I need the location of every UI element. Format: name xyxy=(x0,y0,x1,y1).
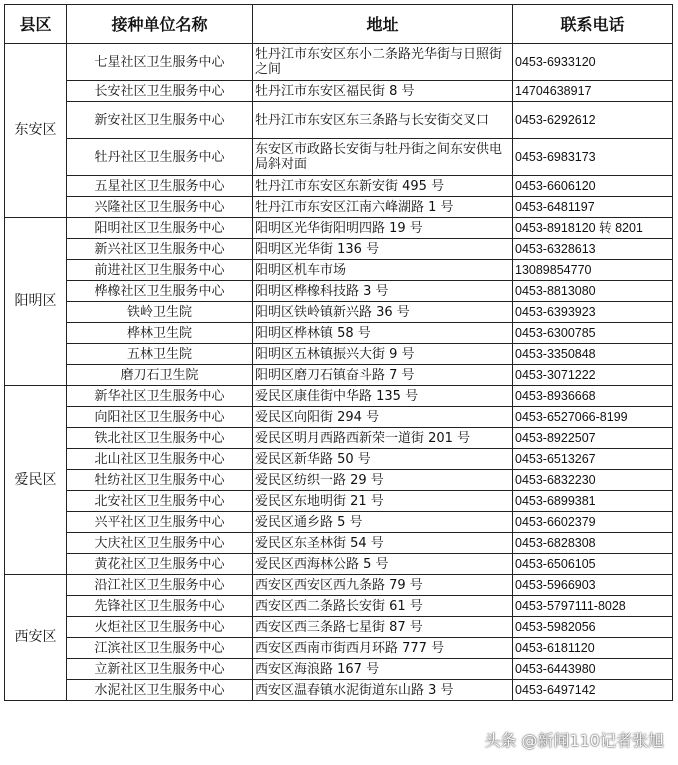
site-name-cell: 长安社区卫生服务中心 xyxy=(67,81,253,102)
address-cell: 牡丹江市东安区江南六峰湖路 1 号 xyxy=(253,197,513,218)
table-row xyxy=(5,239,673,260)
table-row xyxy=(5,139,673,176)
header-site-name: 接种单位名称 xyxy=(67,5,253,44)
table-row xyxy=(5,449,673,470)
header-district: 县区 xyxy=(5,5,67,44)
site-name-cell: 桦橡社区卫生服务中心 xyxy=(67,281,253,302)
site-name-cell: 新兴社区卫生服务中心 xyxy=(67,239,253,260)
site-name-cell: 江滨社区卫生服务中心 xyxy=(67,638,253,659)
phone-cell: 0453-6328613 xyxy=(513,239,673,260)
phone-cell: 0453-8813080 xyxy=(513,281,673,302)
address-cell: 西安区温春镇水泥街道东山路 3 号 xyxy=(253,680,513,701)
site-name-cell: 前进社区卫生服务中心 xyxy=(67,260,253,281)
table-row xyxy=(5,365,673,386)
site-name-cell: 五星社区卫生服务中心 xyxy=(67,176,253,197)
phone-cell: 0453-6292612 xyxy=(513,102,673,139)
table-row xyxy=(5,197,673,218)
site-name-cell: 北山社区卫生服务中心 xyxy=(67,449,253,470)
site-name-cell: 兴平社区卫生服务中心 xyxy=(67,512,253,533)
site-name-cell: 铁北社区卫生服务中心 xyxy=(67,428,253,449)
watermark-text: 头条 @新闻110记者张旭 xyxy=(484,731,664,750)
table-row xyxy=(5,554,673,575)
address-cell: 阳明区五林镇振兴大街 9 号 xyxy=(253,344,513,365)
site-name-cell: 立新社区卫生服务中心 xyxy=(67,659,253,680)
site-name-cell: 新华社区卫生服务中心 xyxy=(67,386,253,407)
table-row xyxy=(5,575,673,596)
address-cell: 牡丹江市东安区东三条路与长安街交叉口 xyxy=(253,102,513,139)
phone-cell: 13089854770 xyxy=(513,260,673,281)
district-cell: 阳明区 xyxy=(5,218,67,386)
phone-cell: 0453-8936668 xyxy=(513,386,673,407)
table-row xyxy=(5,491,673,512)
table-row xyxy=(5,302,673,323)
site-name-cell: 牡丹社区卫生服务中心 xyxy=(67,139,253,176)
table-row xyxy=(5,659,673,680)
phone-cell: 0453-6481197 xyxy=(513,197,673,218)
address-cell: 西安区西二条路长安街 61 号 xyxy=(253,596,513,617)
table-row xyxy=(5,102,673,139)
address-cell: 阳明区桦橡科技路 3 号 xyxy=(253,281,513,302)
table-row xyxy=(5,281,673,302)
address-cell: 阳明区机车市场 xyxy=(253,260,513,281)
phone-cell: 14704638917 xyxy=(513,81,673,102)
phone-cell: 0453-6300785 xyxy=(513,323,673,344)
phone-cell: 0453-6513267 xyxy=(513,449,673,470)
site-name-cell: 阳明社区卫生服务中心 xyxy=(67,218,253,239)
district-cell: 爱民区 xyxy=(5,386,67,575)
table-row xyxy=(5,323,673,344)
address-cell: 爱民区明月西路西新荣一道街 201 号 xyxy=(253,428,513,449)
phone-cell: 0453-6983173 xyxy=(513,139,673,176)
site-name-cell: 七星社区卫生服务中心 xyxy=(67,44,253,81)
phone-cell: 0453-6933120 xyxy=(513,44,673,81)
address-cell: 阳明区桦林镇 58 号 xyxy=(253,323,513,344)
address-cell: 爱民区向阳街 294 号 xyxy=(253,407,513,428)
phone-cell: 0453-5982056 xyxy=(513,617,673,638)
site-name-cell: 铁岭卫生院 xyxy=(67,302,253,323)
site-name-cell: 大庆社区卫生服务中心 xyxy=(67,533,253,554)
phone-cell: 0453-5966903 xyxy=(513,575,673,596)
address-cell: 西安区西南市街西月环路 777 号 xyxy=(253,638,513,659)
table-row xyxy=(5,44,673,81)
table-row xyxy=(5,260,673,281)
table-row xyxy=(5,470,673,491)
address-cell: 爱民区通乡路 5 号 xyxy=(253,512,513,533)
phone-cell: 0453-6497142 xyxy=(513,680,673,701)
address-cell: 爱民区康佳街中华路 135 号 xyxy=(253,386,513,407)
table-row xyxy=(5,176,673,197)
site-name-cell: 黄花社区卫生服务中心 xyxy=(67,554,253,575)
table-row xyxy=(5,386,673,407)
table-row xyxy=(5,533,673,554)
phone-cell: 0453-6181120 xyxy=(513,638,673,659)
table-row xyxy=(5,344,673,365)
table-row xyxy=(5,638,673,659)
site-name-cell: 向阳社区卫生服务中心 xyxy=(67,407,253,428)
vaccination-sites-table xyxy=(4,4,673,701)
site-name-cell: 新安社区卫生服务中心 xyxy=(67,102,253,139)
phone-cell: 0453-6393923 xyxy=(513,302,673,323)
address-cell: 西安区海浪路 167 号 xyxy=(253,659,513,680)
address-cell: 阳明区磨刀石镇奋斗路 7 号 xyxy=(253,365,513,386)
address-cell: 牡丹江市东安区东小二条路光华街与日照街之间 xyxy=(253,44,513,81)
district-cell: 东安区 xyxy=(5,44,67,218)
address-cell: 阳明区铁岭镇新兴路 36 号 xyxy=(253,302,513,323)
phone-cell: 0453-6606120 xyxy=(513,176,673,197)
phone-cell: 0453-5797111-8028 xyxy=(513,596,673,617)
site-name-cell: 兴隆社区卫生服务中心 xyxy=(67,197,253,218)
address-cell: 牡丹江市东安区福民街 8 号 xyxy=(253,81,513,102)
header-phone: 联系电话 xyxy=(513,5,673,44)
address-cell: 牡丹江市东安区东新安街 495 号 xyxy=(253,176,513,197)
site-name-cell: 北安社区卫生服务中心 xyxy=(67,491,253,512)
table-row xyxy=(5,617,673,638)
phone-cell: 0453-6602379 xyxy=(513,512,673,533)
site-name-cell: 火炬社区卫生服务中心 xyxy=(67,617,253,638)
table-row xyxy=(5,596,673,617)
address-cell: 东安区市政路长安街与牡丹街之间东安供电局斜对面 xyxy=(253,139,513,176)
phone-cell: 0453-3350848 xyxy=(513,344,673,365)
phone-cell: 0453-8922507 xyxy=(513,428,673,449)
phone-cell: 0453-6443980 xyxy=(513,659,673,680)
site-name-cell: 桦林卫生院 xyxy=(67,323,253,344)
address-cell: 爱民区东圣林街 54 号 xyxy=(253,533,513,554)
site-name-cell: 沿江社区卫生服务中心 xyxy=(67,575,253,596)
phone-cell: 0453-6527066-8199 xyxy=(513,407,673,428)
address-cell: 爱民区东地明街 21 号 xyxy=(253,491,513,512)
address-cell: 爱民区西海林公路 5 号 xyxy=(253,554,513,575)
site-name-cell: 五林卫生院 xyxy=(67,344,253,365)
table-row xyxy=(5,512,673,533)
table-row xyxy=(5,428,673,449)
table-row xyxy=(5,407,673,428)
address-cell: 爱民区纺织一路 29 号 xyxy=(253,470,513,491)
site-name-cell: 先锋社区卫生服务中心 xyxy=(67,596,253,617)
table-row xyxy=(5,81,673,102)
table-row xyxy=(5,680,673,701)
header-address: 地址 xyxy=(253,5,513,44)
site-name-cell: 磨刀石卫生院 xyxy=(67,365,253,386)
address-cell: 阳明区光华街阳明四路 19 号 xyxy=(253,218,513,239)
address-cell: 西安区西安区西九条路 79 号 xyxy=(253,575,513,596)
phone-cell: 0453-8918120 转 8201 xyxy=(513,218,673,239)
address-cell: 阳明区光华街 136 号 xyxy=(253,239,513,260)
site-name-cell: 牡纺社区卫生服务中心 xyxy=(67,470,253,491)
phone-cell: 0453-6506105 xyxy=(513,554,673,575)
phone-cell: 0453-6899381 xyxy=(513,491,673,512)
phone-cell: 0453-6828308 xyxy=(513,533,673,554)
district-cell: 西安区 xyxy=(5,575,67,701)
phone-cell: 0453-3071222 xyxy=(513,365,673,386)
table-body xyxy=(5,44,673,701)
address-cell: 西安区西三条路七星街 87 号 xyxy=(253,617,513,638)
address-cell: 爱民区新华路 50 号 xyxy=(253,449,513,470)
phone-cell: 0453-6832230 xyxy=(513,470,673,491)
site-name-cell: 水泥社区卫生服务中心 xyxy=(67,680,253,701)
header-row xyxy=(5,5,673,44)
table-row xyxy=(5,218,673,239)
